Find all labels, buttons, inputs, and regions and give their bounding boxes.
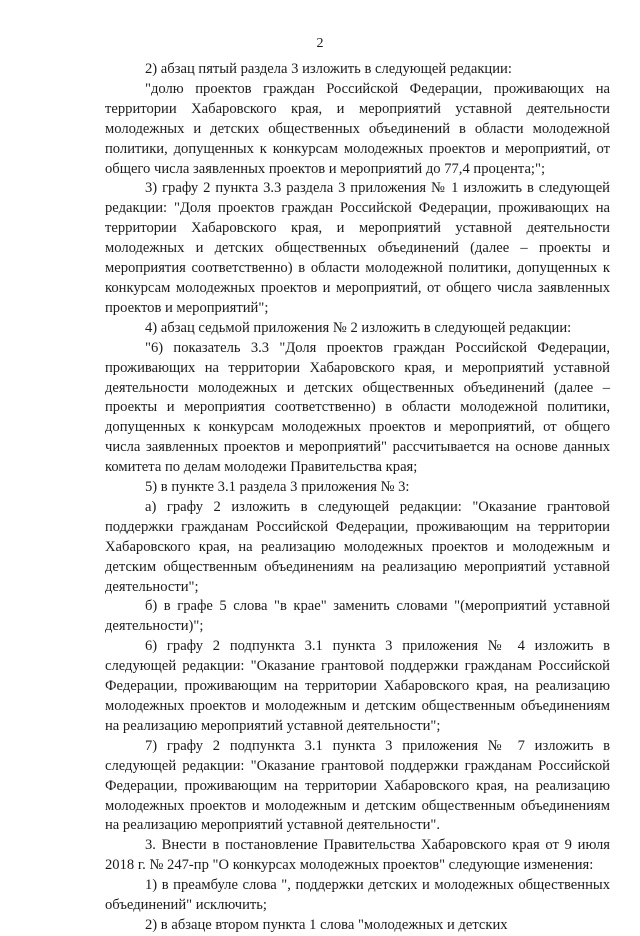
paragraph: "долю проектов граждан Российской Федерации, проживающих на территории Хабаровского края, и мероприятий уставной деятельности молодежных и детских общественных объединений в области молодежной политики, допущенных к конкурсам молодежных проектов и мероприятий, от общего числа заявленных проектов и мероприятий до 77,4 процента;";: [105, 80, 610, 177]
page-number: 2: [316, 36, 324, 51]
paragraph: 5) в пункте 3.1 раздела 3 приложения № 3:: [145, 479, 410, 496]
paragraph: "6) показатель 3.3 "Доля проектов граждан Российской Федерации, проживающих на территории Хабаровского края, и мероприятий уставной деятельности молодежных и детских общественных объединений (далее – проекты и мероприятия соответственно) в области молодежной политики, допущенных к конкурсам молодежных проектов и мероприятий, от общего числа заявленных проектов и мероприятий" рассчитывается на основе данных комитета по делам молодежи Правительства края;: [105, 339, 610, 476]
paragraph: 7) графу 2 подпункта 3.1 пункта 3 приложения № 7 изложить в следующей редакции: "Оказание грантовой поддержки гражданам Российской Федерации, проживающим на территории Хабаровского края, на реализацию молодежных проектов и молодежным и детским общественным объединениям на реализацию мероприятий уставной деятельности".: [105, 737, 610, 834]
paragraph: 6) графу 2 подпункта 3.1 пункта 3 приложения № 4 изложить в следующей редакции: "Оказание грантовой поддержки гражданам Российской Федерации, проживающим на территории Хабаровского края, на реализацию молодежных проектов и молодежным и детским общественным объединениям на реализацию мероприятий уставной деятельности";: [105, 638, 610, 734]
paragraph: 1) в преамбуле слова ", поддержки детских и молодежных общественных объединений" исключить;: [105, 877, 610, 914]
document-body: [105, 60, 610, 936]
paragraph: 2) абзац пятый раздела 3 изложить в следующей редакции:: [145, 61, 512, 77]
paragraph: б) в графе 5 слова "в крае" заменить словами "(мероприятий уставной деятельности)";: [105, 598, 610, 635]
paragraph: 3) графу 2 пункта 3.3 раздела 3 приложения № 1 изложить в следующей редакции: "Доля проектов граждан Российской Федерации, проживающих на территории Хабаровского края, и мероприятий уставной деятельности молодежных и детских общественных объединений (далее – проекты и мероприятия соответственно) в области молодежной политики, допущенных к конкурсам молодежных проектов и мероприятий, от общего числа заявленных проектов и мероприятий";: [105, 180, 610, 316]
paragraph: 4) абзац седьмой приложения № 2 изложить в следующей редакции:: [145, 319, 572, 336]
paragraph: 3. Внести в постановление Правительства Хабаровского края от 9 июля 2018 г. № 247-пр "О конкурсах молодежных проектов" следующие изменения:: [105, 837, 610, 874]
paragraph: а) графу 2 изложить в следующей редакции: "Оказание грантовой поддержки гражданам Российской Федерации, проживающим на территории Хабаровского края, на реализацию молодежных проектов и молодежным и детским общественным объединениям на реализацию мероприятий уставной деятельности";: [105, 498, 610, 595]
paragraph: 2) в абзаце втором пункта 1 слова "молодежных и детских: [145, 916, 508, 933]
